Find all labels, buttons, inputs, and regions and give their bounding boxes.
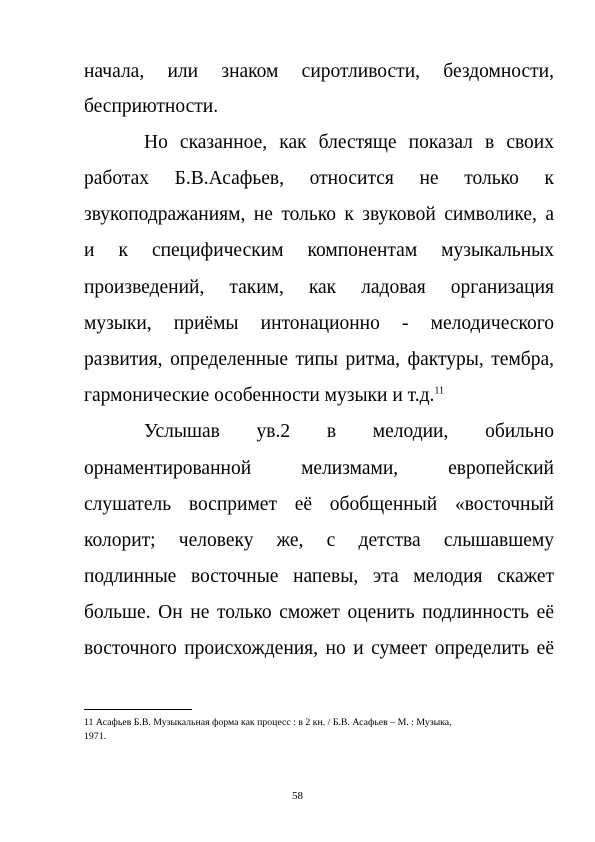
text-line: гармонические особенности музыки и т.д. bbox=[84, 385, 435, 406]
footnote-separator bbox=[84, 709, 192, 710]
footnote-reference: 11 bbox=[434, 385, 445, 397]
footnote-text: 11 Асафьев Б.В. Музыкальная форма как процесс : в 2 кн. / Б.В. Асафьев – М. : Музыка, bbox=[84, 717, 452, 728]
text-line: произведений, таким, как ладовая организация bbox=[84, 277, 554, 298]
text-line: и к специфическим компонентам музыкальных bbox=[84, 240, 554, 261]
text-line: звукоподражаниям, не только к звуковой символике, а bbox=[84, 204, 554, 225]
text-line: орнаментированной мелизмами, европейский bbox=[84, 458, 554, 479]
paragraph-first-line: Услышав ув.2 в мелодии, обильно bbox=[144, 421, 554, 442]
text-line: начала, или знаком сиротливости, бездомности, bbox=[84, 61, 554, 82]
text-line-with-footnote bbox=[84, 384, 554, 408]
text-line: восточного происхождения, но и сумеет определить её bbox=[84, 638, 554, 659]
text-line: колорит; человеку же, с детства слышавшему bbox=[84, 530, 554, 551]
text-line: больше. Он не только сможет оценить подлинность её bbox=[84, 602, 554, 623]
text-line: подлинные восточные напевы, эта мелодия скажет bbox=[84, 566, 554, 587]
footnote-text: 1971. bbox=[84, 731, 107, 742]
text-line: слушатель воспримет её обобщенный «восточный bbox=[84, 494, 554, 515]
page-number: 58 bbox=[292, 790, 303, 802]
text-line: музыки, приёмы интонационно - мелодического bbox=[84, 313, 554, 334]
paragraph-first-line: Но сказанное, как блестяще показал в своих bbox=[144, 132, 554, 153]
text-line: работах Б.В.Асафьев, относится не только к bbox=[84, 168, 554, 189]
text-line: развития, определенные типы ритма, фактуры, тембра, bbox=[84, 349, 554, 370]
text-line: бесприютности. bbox=[84, 96, 219, 117]
